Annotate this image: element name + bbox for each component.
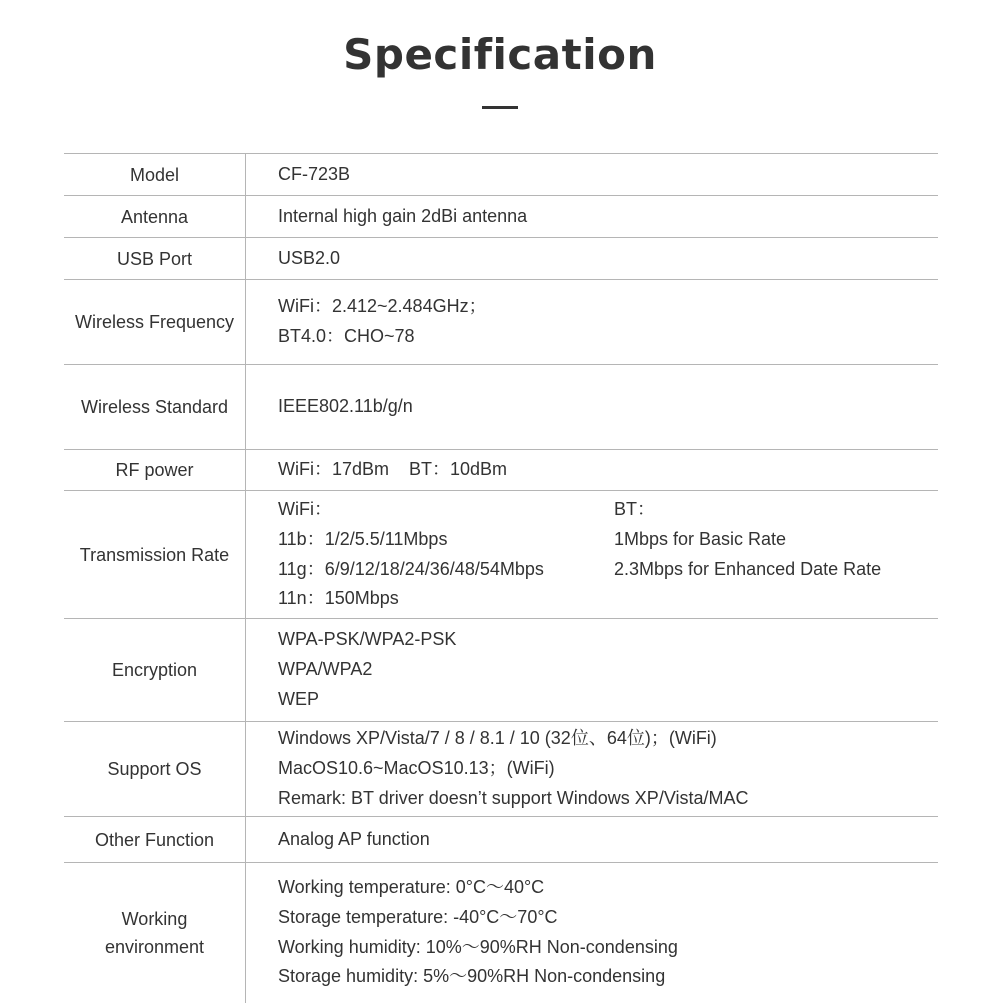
row-value bbox=[246, 196, 939, 238]
value-line: Storage humidity: 5%～90%RH Non-condensing bbox=[278, 966, 666, 987]
value-line: WiFi：17dBm BT：10dBm bbox=[278, 459, 508, 480]
row-label: Wireless Frequency bbox=[64, 280, 246, 365]
row-label: Encryption bbox=[64, 619, 246, 722]
value-line: 2.3Mbps for Enhanced Date Rate bbox=[614, 558, 882, 579]
row-value bbox=[246, 280, 939, 365]
value-line: BT： bbox=[614, 499, 656, 520]
row-value bbox=[246, 365, 939, 450]
spec-row-antenna bbox=[64, 196, 938, 238]
value-line: WiFi： bbox=[278, 499, 332, 520]
row-value bbox=[246, 238, 939, 280]
value-line: WPA-PSK/WPA2-PSK bbox=[278, 629, 457, 650]
value-line: CF-723B bbox=[278, 163, 351, 184]
value-line: BT4.0：CHO~78 bbox=[278, 326, 415, 346]
row-label: RF power bbox=[64, 450, 246, 491]
value-line: Internal high gain 2dBi antenna bbox=[278, 205, 528, 226]
label-line: Working bbox=[121, 908, 188, 929]
spec-table bbox=[64, 153, 938, 1003]
value-line: Remark: BT driver doesn’t support Windows XP/Vista/MAC bbox=[278, 787, 749, 808]
row-label: Wireless Standard bbox=[64, 365, 246, 450]
spec-row-usb-port bbox=[64, 238, 938, 280]
page-title: Specification bbox=[343, 30, 657, 79]
bt-rate-column bbox=[614, 495, 938, 614]
spec-row-encryption bbox=[64, 619, 938, 722]
row-label: Support OS bbox=[64, 722, 246, 817]
spec-row-rf-power bbox=[64, 450, 938, 491]
row-label: Transmission Rate bbox=[64, 491, 246, 619]
value-line: 1Mbps for Basic Rate bbox=[614, 528, 787, 549]
spec-row-wireless-standard bbox=[64, 365, 938, 450]
row-value bbox=[246, 619, 939, 722]
row-value bbox=[246, 491, 939, 619]
value-line: Working humidity: 10%～90%RH Non-condensing bbox=[278, 936, 678, 957]
value-line: WiFi：2.412~2.484GHz； bbox=[278, 296, 487, 317]
label-line: environment bbox=[104, 936, 205, 957]
value-line: 11g：6/9/12/18/24/36/48/54Mbps bbox=[278, 558, 544, 579]
row-value bbox=[246, 154, 939, 196]
row-label bbox=[64, 863, 246, 1003]
wifi-rate-column bbox=[278, 495, 614, 614]
row-label: Antenna bbox=[64, 196, 246, 238]
spec-row-working-environment bbox=[64, 863, 938, 1003]
value-line: IEEE802.11b/g/n bbox=[278, 396, 413, 417]
value-line: WEP bbox=[278, 688, 320, 709]
value-line: MacOS10.6~MacOS10.13；(WiFi) bbox=[278, 758, 555, 779]
spec-row-transmission-rate bbox=[64, 491, 938, 619]
row-label: USB Port bbox=[64, 238, 246, 280]
row-value bbox=[246, 817, 939, 863]
spec-row-model bbox=[64, 154, 938, 196]
row-value bbox=[246, 722, 939, 817]
value-line: 11n：150Mbps bbox=[278, 588, 399, 609]
spec-row-wireless-frequency bbox=[64, 280, 938, 365]
row-value bbox=[246, 863, 939, 1003]
value-line: WPA/WPA2 bbox=[278, 659, 373, 680]
title-underline bbox=[482, 106, 518, 109]
value-line: Windows XP/Vista/7 / 8 / 8.1 / 10 (32位、64位)；(WiFi) bbox=[278, 728, 717, 749]
value-line: Analog AP function bbox=[278, 828, 430, 849]
value-line: Storage temperature: -40°C～70°C bbox=[278, 907, 558, 928]
row-label: Other Function bbox=[64, 817, 246, 863]
spec-row-support-os bbox=[64, 722, 938, 817]
value-line: 11b：1/2/5.5/11Mbps bbox=[278, 528, 448, 549]
transmission-rate-columns bbox=[278, 495, 938, 614]
spec-row-other-function bbox=[64, 817, 938, 863]
row-value bbox=[246, 450, 939, 491]
value-line: USB2.0 bbox=[278, 247, 341, 268]
row-label: Model bbox=[64, 154, 246, 196]
value-line: Working temperature: 0°C～40°C bbox=[278, 877, 545, 898]
